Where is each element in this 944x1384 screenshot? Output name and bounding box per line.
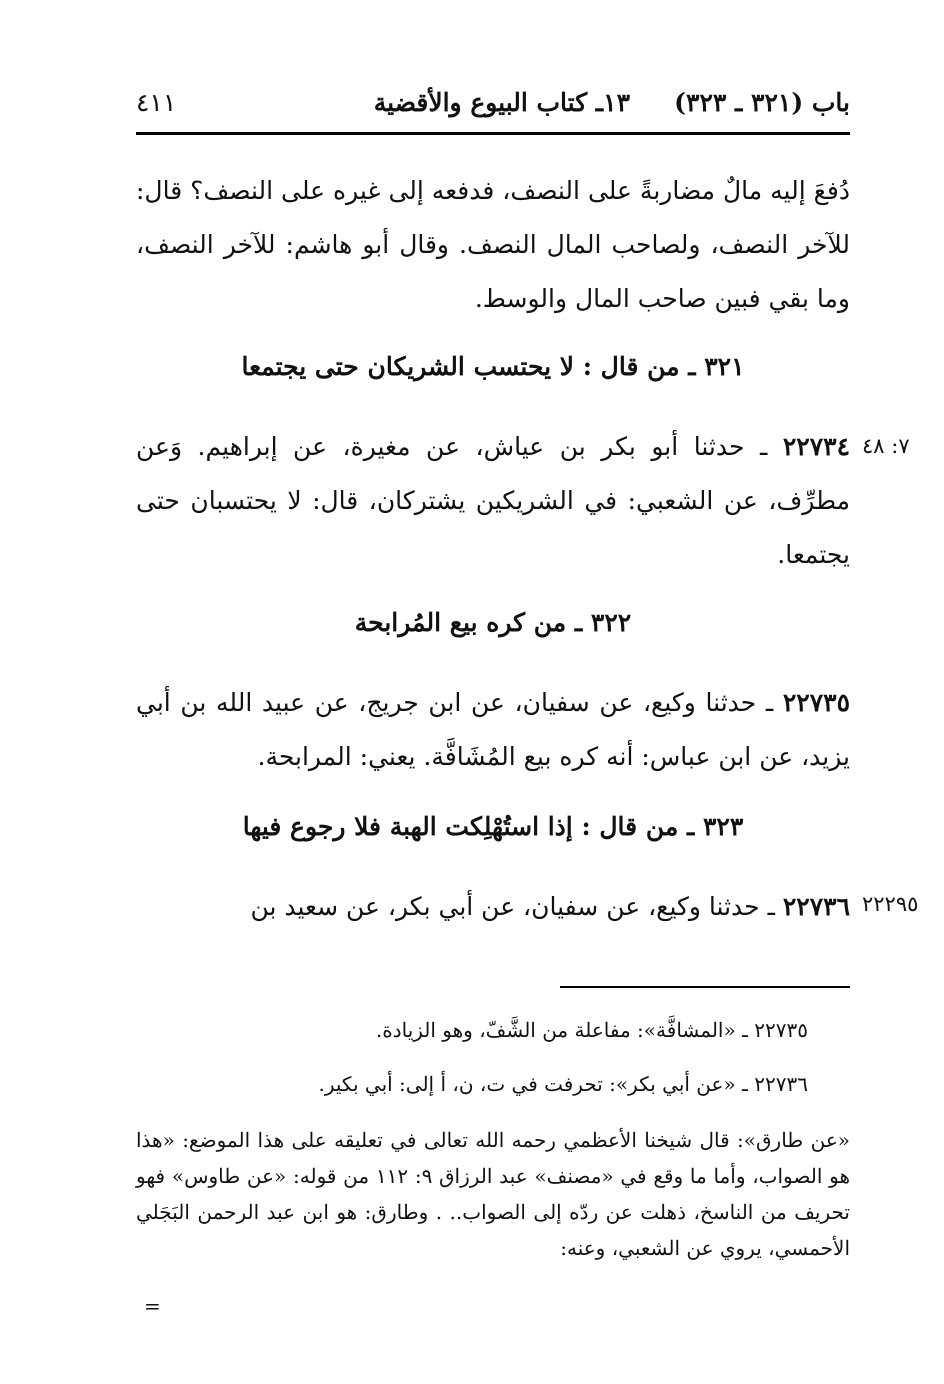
page-number: ٤١١ [136,88,177,117]
continuation-mark: = [144,1294,161,1318]
hadith-number: ٢٢٧٣٥ [782,688,850,717]
hadith-22734 [136,420,850,582]
hadith-text: ـ حدثنا أبو بكر بن عياش، عن مغيرة، عن إبراهيم. وَعن مطرِّف، عن الشعبي: في الشريكين يشتركان، قال: لا يحتسبان حتى يجتمعا. [136,432,850,569]
header-book-title: ١٣ـ كتاب البيوع والأقضية [373,88,630,117]
margin-reference: ٢٢٢٩٥ [862,892,919,916]
footnote-22735: ٢٢٧٣٥ ـ «المشافَّة»: مفاعلة من الشَّفّ، وهو الزيادة. [375,1018,808,1042]
hadith-number: ٢٢٧٣٤ [782,432,850,461]
footnote-tariq: «عن طارق»: قال شيخنا الأعظمي رحمه الله تعالى في تعليقه على هذا الموضع: «هذا هو الصواب، وأما ما وقع في «مصنف» عبد الرزاق ٩: ١١٢ من قوله: «عن طاوس» فهو تحريف من الناسخ، ذهلت عن ردّه إلى الصواب.. . وطارق: هو ابن عبد الرحمن البَجَلي الأحمسي، يروي عن الشعبي، وعنه: [136,1128,850,1260]
margin-reference: ٧: ٤٨ [862,434,910,458]
section-heading-321: ٣٢١ ـ من قال : لا يحتسب الشريكان حتى يجتمعا [241,352,745,381]
hadith-text: ـ حدثنا وكيع، عن سفيان، عن أبي بكر، عن سعيد بن [250,892,775,921]
section-heading-322: ٣٢٢ ـ من كره بيع المُرابحة [354,608,632,637]
footnote-separator [560,986,850,988]
section-heading-323: ٣٢٣ ـ من قال : إذا استُهْلِكت الهبة فلا رجوع فيها [242,812,744,841]
hadith-22735 [136,676,850,784]
hadith-text: ـ حدثنا وكيع، عن سفيان، عن ابن جريج، عن عبيد الله بن أبي يزيد، عن ابن عباس: أنه كره بيع المُشَافَّة. يعني: المرابحة. [136,688,850,771]
hadith-number: ٢٢٧٣٦ [782,892,850,921]
footnote-22736: ٢٢٧٣٦ ـ «عن أبي بكر»: تحرفت في ت، ن، أ إلى: أبي بكير. [318,1072,808,1096]
header-rule [136,132,850,135]
intro-paragraph: دُفعَ إليه مالٌ مضاربةً على النصف، فدفعه إلى غيره على النصف؟ قال: للآخر النصف، ولصاحب المال النصف. وقال أبو هاشم: للآخر النصف، وما بقي فبين صاحب المال والوسط. [136,176,850,313]
running-header [136,88,850,124]
header-chapter: باب (٣٢١ ـ ٣٢٣) [674,88,850,117]
hadith-22736 [136,880,850,934]
